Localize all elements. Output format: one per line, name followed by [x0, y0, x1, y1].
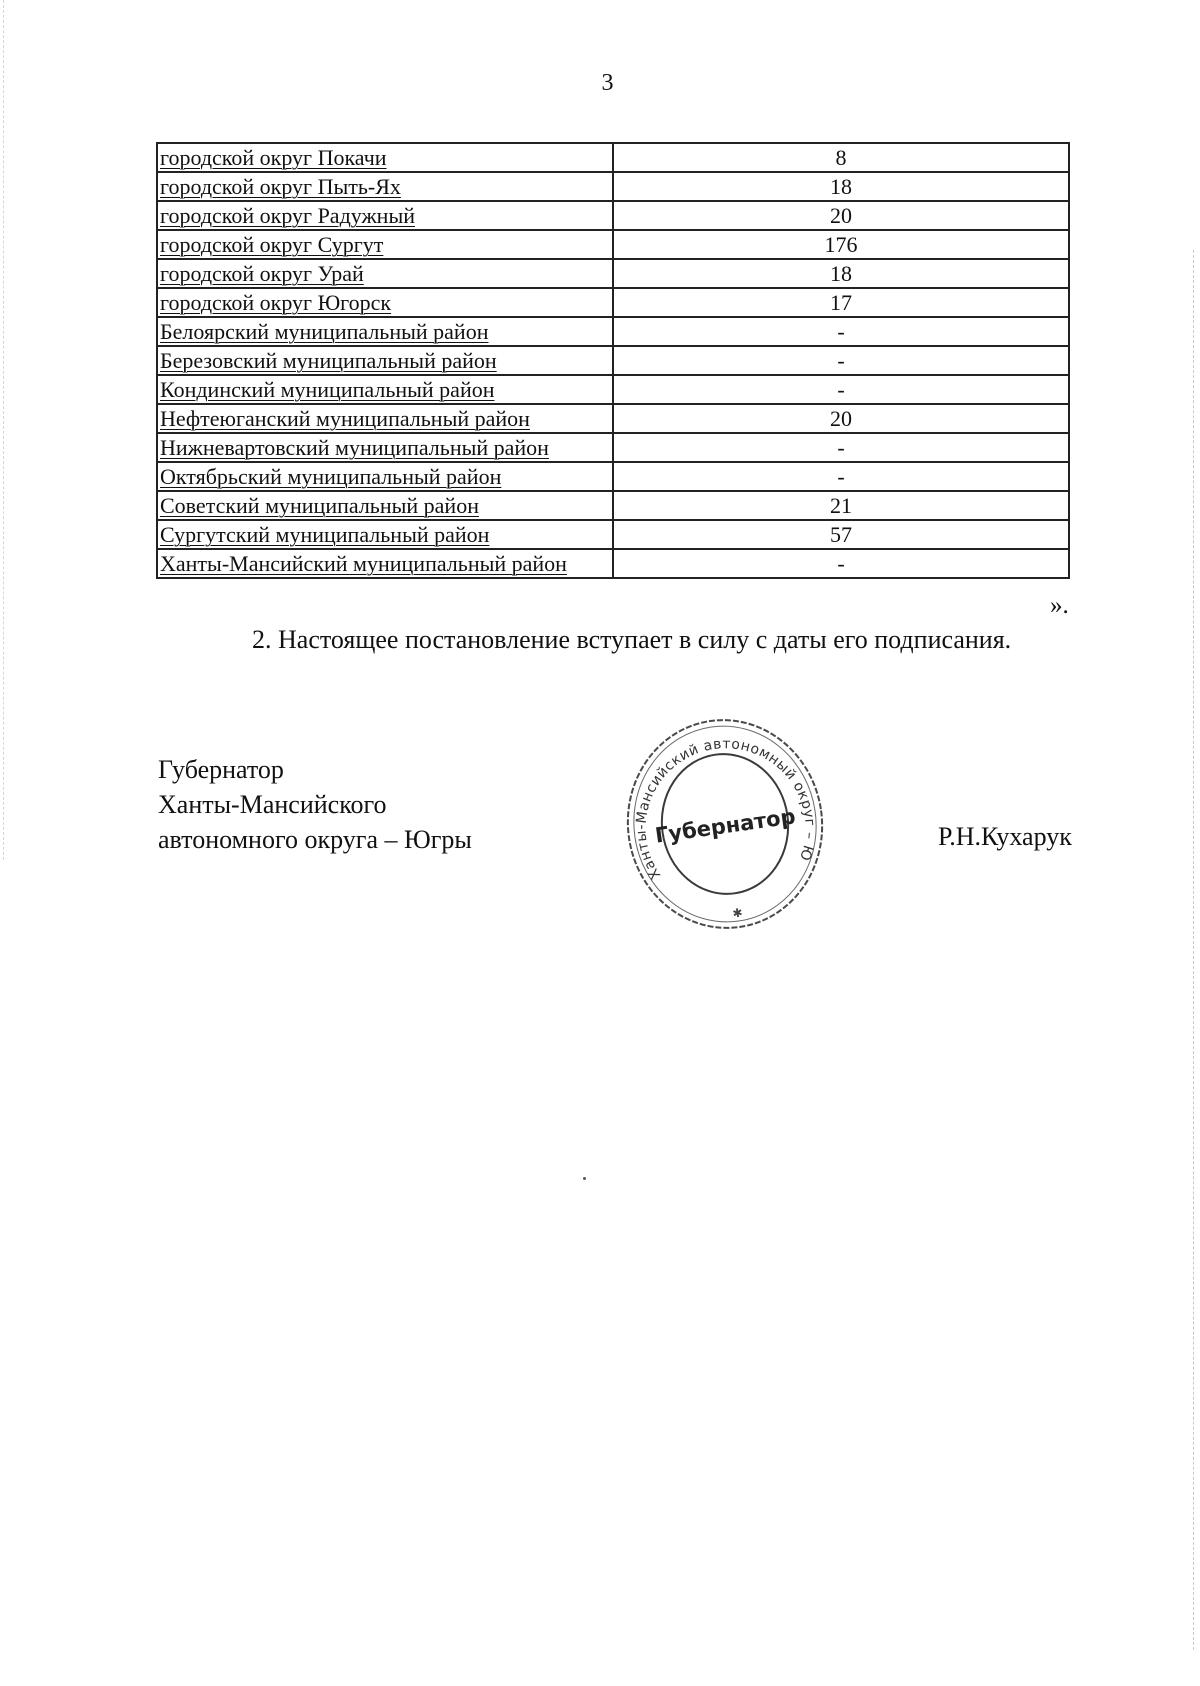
municipality-table	[156, 142, 1070, 579]
table-row	[157, 404, 1069, 433]
scan-edge-left	[3, 0, 5, 860]
scan-speck	[583, 1177, 586, 1180]
municipality-name-cell: Белоярский муниципальный район	[157, 317, 613, 346]
seal-star-icon: ✱	[731, 905, 744, 921]
value-cell: -	[613, 317, 1069, 346]
table-row	[157, 259, 1069, 288]
position-line: Ханты-Мансийского	[158, 790, 387, 819]
value-cell: 8	[613, 143, 1069, 172]
municipality-name-cell: Ханты-Мансийский муниципальный район	[157, 549, 613, 578]
table-row	[157, 317, 1069, 346]
official-seal	[620, 712, 830, 937]
municipality-name-cell: городской округ Покачи	[157, 143, 613, 172]
scan-edge-right	[1193, 250, 1195, 1650]
page-number: 3	[601, 70, 614, 96]
value-cell: -	[613, 549, 1069, 578]
value-cell: -	[613, 433, 1069, 462]
effective-date-paragraph: 2. Настоящее постановление вступает в силу с даты его подписания.	[252, 625, 1012, 654]
value-cell: 21	[613, 491, 1069, 520]
seal-center-text: Губернатор	[653, 804, 797, 848]
table-row	[157, 549, 1069, 578]
table-row	[157, 230, 1069, 259]
table-row	[157, 462, 1069, 491]
municipality-name-cell: Октябрьский муниципальный район	[157, 462, 613, 491]
value-cell: -	[613, 375, 1069, 404]
value-cell: 17	[613, 288, 1069, 317]
table-row	[157, 346, 1069, 375]
position-line: Губернатор	[158, 755, 284, 784]
closing-quote: ».	[1050, 592, 1069, 619]
value-cell: 176	[613, 230, 1069, 259]
value-cell: 57	[613, 520, 1069, 549]
seal-stamp	[620, 712, 830, 937]
value-cell: 18	[613, 172, 1069, 201]
municipality-name-cell: Сургутский муниципальный район	[157, 520, 613, 549]
value-cell: 20	[613, 404, 1069, 433]
table-row	[157, 491, 1069, 520]
signatory-name: Р.Н.Кухарук	[938, 822, 1072, 851]
municipality-name-cell: Нижневартовский муниципальный район	[157, 433, 613, 462]
value-cell: -	[613, 462, 1069, 491]
municipality-name-cell: городской округ Урай	[157, 259, 613, 288]
municipality-name-cell: городской округ Радужный	[157, 201, 613, 230]
svg-text:Ханты-Мансийский автономный ок	[620, 712, 823, 889]
municipality-name-cell: Нефтеюганский муниципальный район	[157, 404, 613, 433]
table-row	[157, 143, 1069, 172]
value-cell: 20	[613, 201, 1069, 230]
table-row	[157, 520, 1069, 549]
table-body	[157, 143, 1069, 578]
municipality-name-cell: Кондинский муниципальный район	[157, 375, 613, 404]
value-cell: 18	[613, 259, 1069, 288]
table-row	[157, 375, 1069, 404]
municipality-name-cell: городской округ Пыть-Ях	[157, 172, 613, 201]
value-cell: -	[613, 346, 1069, 375]
municipality-name-cell: городской округ Сургут	[157, 230, 613, 259]
table-row	[157, 433, 1069, 462]
position-line: автономного округа – Югры	[158, 825, 472, 854]
municipality-name-cell: Березовский муниципальный район	[157, 346, 613, 375]
municipality-name-cell: городской округ Югорск	[157, 288, 613, 317]
seal-ring-text: Ханты-Мансийский автономный округ – Югра	[633, 736, 818, 883]
signatory-position	[158, 752, 472, 857]
table-row	[157, 201, 1069, 230]
table-row	[157, 172, 1069, 201]
municipality-name-cell: Советский муниципальный район	[157, 491, 613, 520]
table-row	[157, 288, 1069, 317]
